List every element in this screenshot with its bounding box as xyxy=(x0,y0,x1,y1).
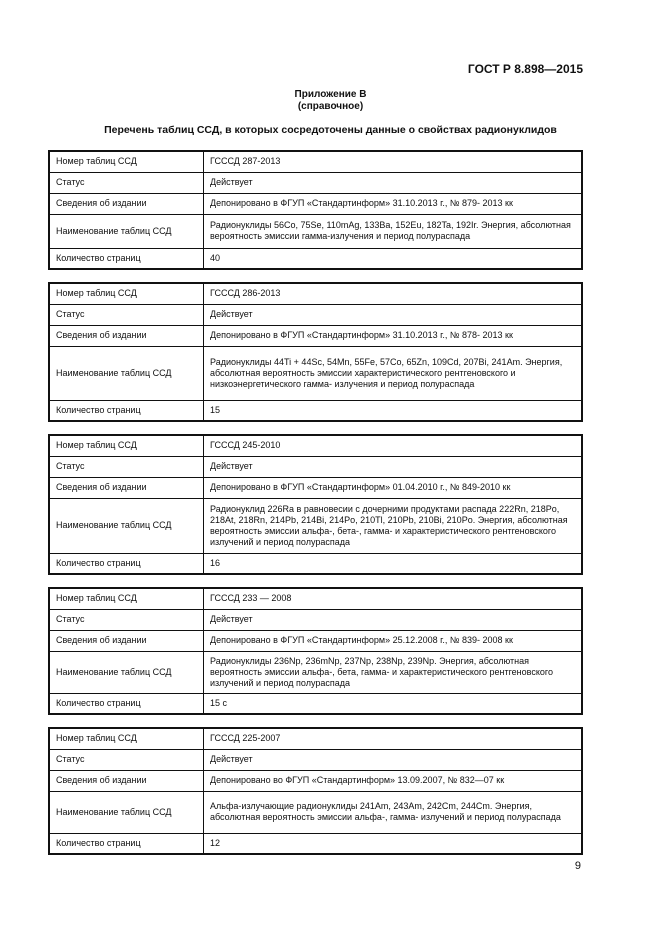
table-row xyxy=(49,435,582,456)
row-value: Альфа-излучающие радионуклиды 241Am, 243Am, 242Cm, 244Cm. Энергия, абсолютная вероятность эмиссии альфа-, гамма- излучений и период полураспада xyxy=(204,791,583,833)
row-label: Статус xyxy=(49,172,204,193)
row-label: Статус xyxy=(49,609,204,630)
row-value: 12 xyxy=(204,833,583,854)
row-label: Наименование таблиц ССД xyxy=(49,346,204,400)
table-row xyxy=(49,477,582,498)
table-row xyxy=(49,283,582,304)
row-value: 16 xyxy=(204,553,583,574)
table-row xyxy=(49,770,582,791)
row-value: 15 с xyxy=(204,693,583,714)
row-label: Количество страниц xyxy=(49,400,204,421)
table-row xyxy=(49,214,582,248)
table-row xyxy=(49,248,582,269)
row-label: Сведения об издании xyxy=(49,770,204,791)
table-row xyxy=(49,498,582,553)
row-value: Радионуклиды 56Co, 75Se, 110mAg, 133Ba, 152Eu, 182Ta, 192Ir. Энергия, абсолютная вероятность эмиссии гамма-излучения и период полураспада xyxy=(204,214,583,248)
row-value: Действует xyxy=(204,749,583,770)
document-code: ГОСТ Р 8.898—2015 xyxy=(467,62,583,76)
table-row xyxy=(49,749,582,770)
row-value: Депонировано в ФГУП «Стандартинформ» 25.12.2008 г., № 839- 2008 кк xyxy=(204,630,583,651)
row-value: Радионуклиды 236Np, 236mNp, 237Np, 238Np, 239Np. Энергия, абсолютная вероятность эмиссии альфа-, бета, гамма- и характеристического рентгеновского излучений и период полураспада xyxy=(204,651,583,693)
row-label: Наименование таблиц ССД xyxy=(49,791,204,833)
row-label: Статус xyxy=(49,456,204,477)
table-row xyxy=(49,588,582,609)
row-label: Количество страниц xyxy=(49,693,204,714)
row-label: Сведения об издании xyxy=(49,193,204,214)
row-label: Сведения об издании xyxy=(49,325,204,346)
row-value: ГСССД 245-2010 xyxy=(204,435,583,456)
row-value: 40 xyxy=(204,248,583,269)
table-row xyxy=(49,833,582,854)
row-label: Статус xyxy=(49,749,204,770)
row-label: Номер таблиц ССД xyxy=(49,283,204,304)
appendix-heading xyxy=(0,89,661,113)
row-label: Наименование таблиц ССД xyxy=(49,651,204,693)
row-label: Номер таблиц ССД xyxy=(49,588,204,609)
table-row xyxy=(49,346,582,400)
row-value: 15 xyxy=(204,400,583,421)
ssd-table xyxy=(48,587,583,715)
row-label: Сведения об издании xyxy=(49,630,204,651)
page-number: 9 xyxy=(574,860,581,872)
row-value: Действует xyxy=(204,609,583,630)
ssd-table xyxy=(48,150,583,270)
table-row xyxy=(49,456,582,477)
row-label: Количество страниц xyxy=(49,553,204,574)
list-title: Перечень таблиц ССД, в которых сосредоточены данные о свойствах радионуклидов xyxy=(104,124,557,136)
table-row xyxy=(49,728,582,749)
row-value: Депонировано в ФГУП «Стандартинформ» 31.10.2013 г., № 879- 2013 кк xyxy=(204,193,583,214)
table-row xyxy=(49,693,582,714)
table-row xyxy=(49,304,582,325)
table-row xyxy=(49,172,582,193)
table-row xyxy=(49,400,582,421)
row-label: Наименование таблиц ССД xyxy=(49,498,204,553)
row-value: Депонировано в ФГУП «Стандартинформ» 31.10.2013 г., № 878- 2013 кк xyxy=(204,325,583,346)
row-value: Действует xyxy=(204,172,583,193)
row-label: Статус xyxy=(49,304,204,325)
table-row xyxy=(49,151,582,172)
row-label: Сведения об издании xyxy=(49,477,204,498)
ssd-table xyxy=(48,282,583,422)
row-value: ГСССД 233 — 2008 xyxy=(204,588,583,609)
ssd-tables xyxy=(48,150,583,867)
table-row xyxy=(49,630,582,651)
table-row xyxy=(49,791,582,833)
ssd-table xyxy=(48,727,583,855)
ssd-table xyxy=(48,434,583,575)
row-label: Номер таблиц ССД xyxy=(49,151,204,172)
row-label: Номер таблиц ССД xyxy=(49,435,204,456)
row-value: ГСССД 287-2013 xyxy=(204,151,583,172)
table-row xyxy=(49,193,582,214)
row-value: Действует xyxy=(204,456,583,477)
row-label: Количество страниц xyxy=(49,833,204,854)
appendix-title: Приложение В xyxy=(294,89,367,100)
row-value: ГСССД 225-2007 xyxy=(204,728,583,749)
row-label: Номер таблиц ССД xyxy=(49,728,204,749)
table-row xyxy=(49,325,582,346)
row-value: ГСССД 286-2013 xyxy=(204,283,583,304)
row-value: Депонировано во ФГУП «Стандартинформ» 13.09.2007, № 832—07 кк xyxy=(204,770,583,791)
row-label: Наименование таблиц ССД xyxy=(49,214,204,248)
row-value: Действует xyxy=(204,304,583,325)
row-label: Количество страниц xyxy=(49,248,204,269)
appendix-subtitle: (справочное) xyxy=(297,101,364,112)
row-value: Радионуклиды 44Ti + 44Sc, 54Mn, 55Fe, 57Co, 65Zn, 109Cd, 207Bi, 241Am. Энергия, абсолютная вероятность эмиссии характеристического рентгеновского и низкоэнергетического гамма- излучения и период полураспада xyxy=(204,346,583,400)
row-value: Депонировано в ФГУП «Стандартинформ» 01.04.2010 г., № 849-2010 кк xyxy=(204,477,583,498)
table-row xyxy=(49,553,582,574)
row-value: Радионуклид 226Ra в равновесии с дочерними продуктами распада 222Rn, 218Po, 218At, 218Rn, 214Pb, 214Bi, 214Po, 210Tl, 210Pb, 210Bi, 210Po. Энергия, абсолютная вероятность эмиссии альфа-, бета-, гамма- и характеристического рентгеновского излучений и период полураспада xyxy=(204,498,583,553)
table-row xyxy=(49,651,582,693)
table-row xyxy=(49,609,582,630)
